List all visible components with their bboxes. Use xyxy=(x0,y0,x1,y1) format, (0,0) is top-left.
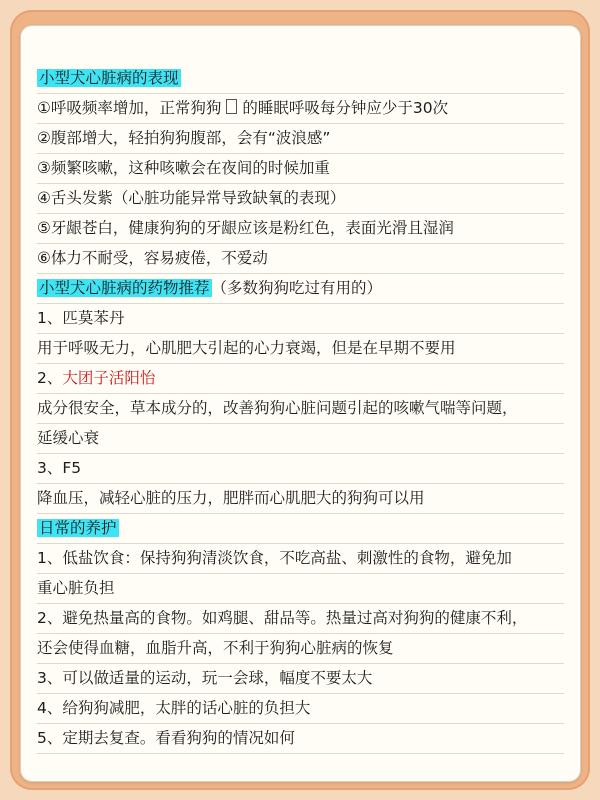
drug-2-name: 2、大团子活阳怡 xyxy=(37,364,564,394)
highlight-title: 小型犬心脏病的表现 xyxy=(39,69,179,87)
drug-2-desc-cont: 延缓心衰 xyxy=(37,424,564,454)
care-4: 4、给狗狗减肥，太胖的话心脏的负担大 xyxy=(37,694,564,724)
drug-2-highlight: 大团子活阳怡 xyxy=(62,369,156,387)
highlight-title: 日常的养护 xyxy=(39,519,117,537)
note-content xyxy=(37,64,564,754)
care-5: 5、定期去复查。看看狗狗的情况如何 xyxy=(37,724,564,754)
symptom-4: ④舌头发紫（心脏功能异常导致缺氧的表现） xyxy=(37,184,564,214)
symptom-3: ③频繁咳嗽，这种咳嗽会在夜间的时候加重 xyxy=(37,154,564,184)
heading-suffix: （多数狗狗吃过有用的） xyxy=(211,279,383,297)
note-card xyxy=(20,25,581,782)
symptom-1: ①呼吸频率增加，正常狗狗 的睡眠呼吸每分钟应少于30次 xyxy=(37,94,564,124)
highlight-title: 小型犬心脏病的药物推荐 xyxy=(39,279,210,297)
section-heading xyxy=(37,514,564,544)
care-1-cont: 重心脏负担 xyxy=(37,574,564,604)
section-heading xyxy=(37,274,564,304)
care-1: 1、低盐饮食：保持狗狗清淡饮食，不吃高盐、刺激性的食物，避免加 xyxy=(37,544,564,574)
symptom-6: ⑥体力不耐受，容易疲倦，不爱动 xyxy=(37,244,564,274)
section-heading xyxy=(37,64,564,94)
symptom-5: ⑤牙龈苍白，健康狗狗的牙龈应该是粉红色，表面光滑且湿润 xyxy=(37,214,564,244)
care-2-cont: 还会使得血糖，血脂升高，不利于狗狗心脏病的恢复 xyxy=(37,634,564,664)
symptom-2: ②腹部增大，轻拍狗狗腹部，会有“波浪感” xyxy=(37,124,564,154)
care-2: 2、避免热量高的食物。如鸡腿、甜品等。热量过高对狗狗的健康不利， xyxy=(37,604,564,634)
care-3: 3、可以做适量的运动，玩一会球，幅度不要太大 xyxy=(37,664,564,694)
drug-1-desc: 用于呼吸无力，心肌肥大引起的心力衰竭，但是在早期不要用 xyxy=(37,334,564,364)
drug-3-desc: 降血压，减轻心脏的压力，肥胖而心肌肥大的狗狗可以用 xyxy=(37,484,564,514)
drug-2-desc: 成分很安全，草本成分的，改善狗狗心脏问题引起的咳嗽气喘等问题， xyxy=(37,394,564,424)
drug-3-name: 3、F5 xyxy=(37,454,564,484)
missing-glyph-icon xyxy=(226,99,237,114)
drug-1-name: 1、匹莫苯丹 xyxy=(37,304,564,334)
